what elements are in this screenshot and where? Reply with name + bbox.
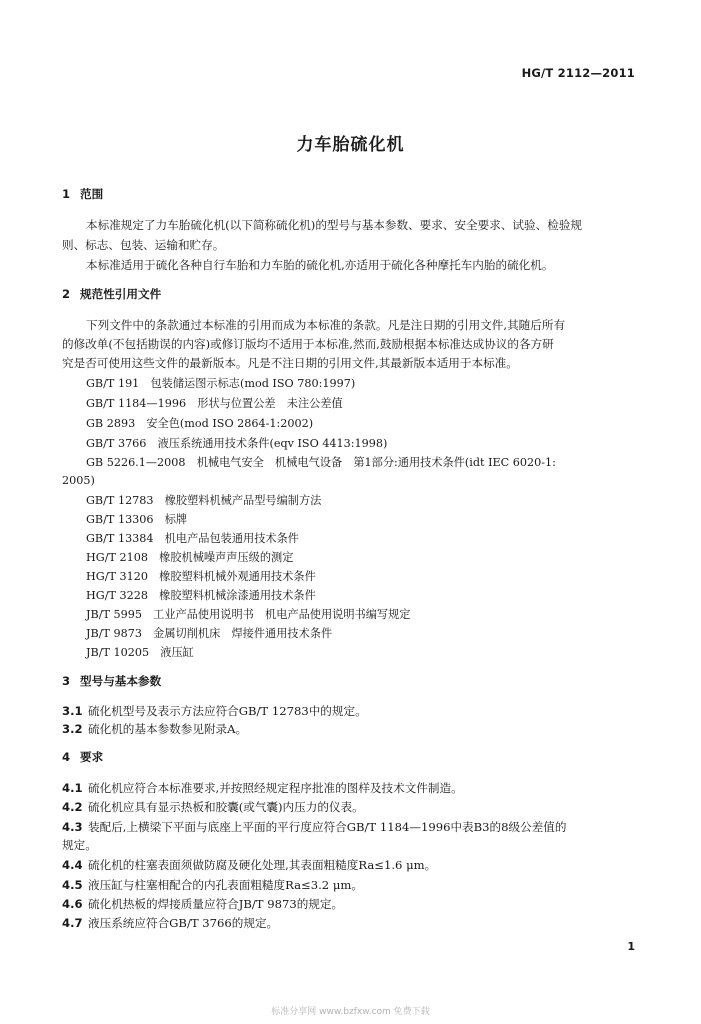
- clause-text: 硫化机应符合本标准要求,并按照经规定程序批准的图样及技术文件制造。: [88, 781, 463, 795]
- reference-item: GB/T 13384 机电产品包装通用技术条件: [86, 532, 299, 545]
- reference-item: JB/T 5995 工业产品使用说明书 机电产品使用说明书编写规定: [86, 608, 411, 621]
- clause-item: [62, 800, 364, 814]
- clause-item: [62, 820, 566, 834]
- section-1-heading: [62, 187, 103, 201]
- paragraph-line: 则、标志、包装、运输和贮存。: [62, 238, 225, 252]
- clause-item: [62, 897, 343, 911]
- clause-text: 液压缸与柱塞相配合的内孔表面粗糙度Ra≤3.2 μm。: [88, 878, 363, 892]
- reference-item: GB 2893 安全色(mod ISO 2864-1:2002): [86, 417, 314, 430]
- clause-text: 硫化机应具有显示热板和胶囊(或气囊)内压力的仪表。: [88, 800, 364, 814]
- clause-number: 4.6: [62, 897, 83, 911]
- paragraph-line: 究是否可使用这些文件的最新版本。凡是不注日期的引用文件,其最新版本适用于本标准。: [62, 356, 518, 370]
- reference-item: JB/T 10205 液压缸: [86, 646, 194, 659]
- paragraph-line: 本标准规定了力车胎硫化机(以下简称硫化机)的型号与基本参数、要求、安全要求、试验、检验规: [86, 218, 582, 232]
- section-4-heading: [62, 750, 103, 764]
- section-number: 1: [62, 187, 71, 201]
- clause-text: 硫化机型号及表示方法应符合GB/T 12783中的规定。: [88, 704, 367, 718]
- clause-text: 硫化机的柱塞表面须做防腐及硬化处理,其表面粗糙度Ra≤1.6 μm。: [88, 858, 437, 872]
- clause-number: 4.7: [62, 916, 83, 930]
- document-title: 力车胎硫化机: [296, 135, 405, 155]
- page-number: 1: [627, 940, 635, 953]
- clause-item: [62, 704, 367, 718]
- section-title: 型号与基本参数: [80, 674, 162, 688]
- clause-item: [62, 858, 436, 872]
- reference-item: GB/T 191 包装储运图示标志(mod ISO 780:1997): [86, 377, 356, 390]
- clause-number: 4.4: [62, 858, 83, 872]
- clause-text: 装配后,上横梁下平面与底座上平面的平行度应符合GB/T 1184—1996中表B3的8级公差值的: [88, 820, 567, 834]
- paragraph-line: 的修改单(不包括勘误的内容)或修订版均不适用于本标准,然而,鼓励根据本标准达成协议的各方研: [62, 337, 554, 351]
- reference-item: GB/T 12783 橡胶塑料机械产品型号编制方法: [86, 494, 322, 507]
- section-title: 规范性引用文件: [80, 287, 162, 301]
- clause-text: 硫化机热板的焊接质量应符合JB/T 9873的规定。: [88, 897, 344, 911]
- section-title: 范围: [80, 187, 104, 201]
- clause-item: [62, 781, 463, 795]
- section-number: 2: [62, 287, 71, 301]
- clause-item: [62, 916, 278, 930]
- paragraph-line: 下列文件中的条款通过本标准的引用而成为本标准的条款。凡是注日期的引用文件,其随后所有: [86, 318, 566, 332]
- reference-item: JB/T 9873 金属切削机床 焊接件通用技术条件: [86, 627, 333, 640]
- reference-item: GB/T 1184—1996 形状与位置公差 未注公差值: [86, 397, 343, 410]
- clause-number: 4.5: [62, 878, 83, 892]
- section-3-heading: [62, 674, 161, 688]
- document-code: HG/T 2112—2011: [521, 66, 635, 80]
- reference-item: HG/T 2108 橡胶机械噪声声压级的测定: [86, 551, 294, 564]
- clause-item: [62, 722, 247, 736]
- clause-text: 硫化机的基本参数参见附录A。: [88, 722, 248, 736]
- section-number: 4: [62, 750, 71, 764]
- reference-item: HG/T 3120 橡胶塑料机械外观通用技术条件: [86, 570, 316, 583]
- paragraph-line: 本标准适用于硫化各种自行车胎和力车胎的硫化机,亦适用于硫化各种摩托车内胎的硫化机。: [86, 258, 554, 272]
- reference-item: GB 5226.1—2008 机械电气安全 机械电气设备 第1部分:通用技术条件(idt IEC 6020-1:: [86, 456, 556, 469]
- reference-item: GB/T 13306 标牌: [86, 513, 188, 526]
- section-2-heading: [62, 287, 161, 301]
- reference-item: GB/T 3766 液压系统通用技术条件(eqv ISO 4413:1998): [86, 437, 388, 450]
- clause-number: 4.3: [62, 820, 83, 834]
- clause-item: [62, 878, 363, 892]
- reference-item: HG/T 3228 橡胶塑料机械涂漆通用技术条件: [86, 589, 316, 602]
- section-number: 3: [62, 674, 71, 688]
- clause-number: 4.2: [62, 800, 83, 814]
- clause-number: 3.1: [62, 704, 83, 718]
- reference-item-continued: 2005): [62, 474, 95, 487]
- clause-number: 4.1: [62, 781, 83, 795]
- clause-number: 3.2: [62, 722, 83, 736]
- section-title: 要求: [80, 750, 104, 764]
- clause-continuation: 规定。: [62, 838, 97, 852]
- clause-text: 液压系统应符合GB/T 3766的规定。: [88, 916, 279, 930]
- watermark-footer: 标准分享网 www.bzfxw.com 免费下载: [271, 1007, 430, 1017]
